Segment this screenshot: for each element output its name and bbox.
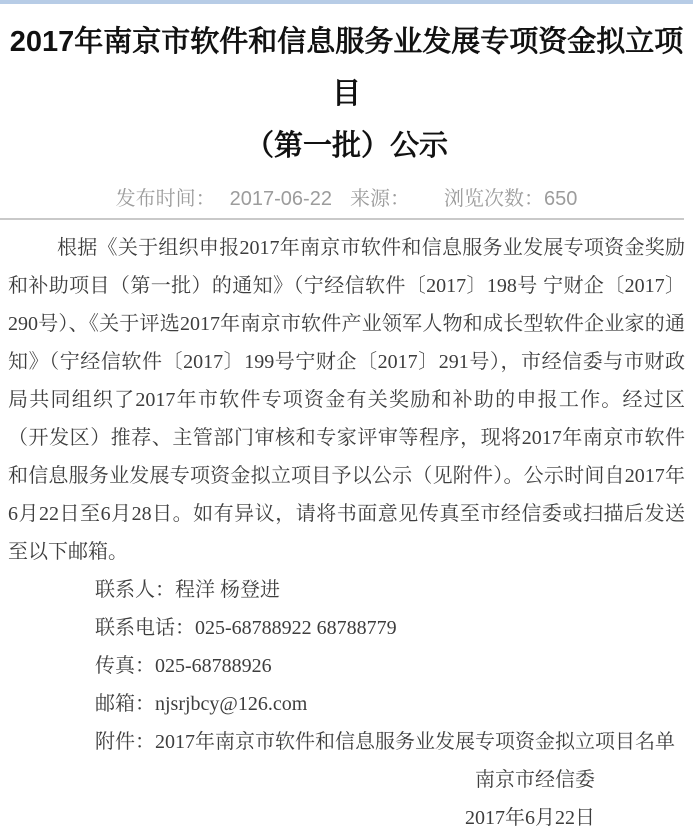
attachment-line: 附件：2017年南京市软件和信息服务业发展专项资金拟立项目名单 [95,731,675,753]
title-line2: （第一批）公示 [244,130,448,162]
signature-org: 南京市经信委 [475,769,595,791]
title-line1-text: 年南京市软件和信息服务业发展专项资金拟立项目 [74,26,684,110]
views-count: 650 [543,188,578,210]
title-line1 [10,26,684,110]
contact-person-line: 联系人：程洋 杨登进 [95,579,280,601]
publish-time-label: 发布时间： [115,188,216,210]
views-label: 浏览次数： [443,188,544,210]
contact-phone-line: 联系电话：025-68788922 68788779 [95,617,397,639]
signature-block [0,761,693,837]
header-divider [0,218,684,220]
contact-fax-line: 传真：025-68788926 [95,655,272,677]
lead-paragraph: 根据《关于组织申报2017年南京市软件和信息服务业发展专项资金奖励和补助项目（第一批）的通知》（宁经信软件〔2017〕198号 宁财企〔2017〕290号）、《关于评选2017年南京市软件产业领军人物和成长型软件企业家的通知》（宁经信软件〔2017〕199号宁财企〔2017〕291号），市经信委与市财政局共同组织了2017年市软件专项资金有关奖励和补助的申报工作。经过区（开发区）推荐、主管部门审核和专家评审等程序，现将2017年南京市软件和信息服务业发展专项资金拟立项目予以公示（见附件）。公示时间自2017年6月22日至6月28日。如有异议，请将书面意见传真至市经信委或扫描后发送至以下邮箱。 [8,237,685,563]
contact-email-line: 邮箱：njsrjbcy@126.com [95,693,308,715]
source-label: 来源： [349,188,410,210]
page-title [0,4,693,172]
meta-row [0,182,693,211]
article-body [0,229,693,761]
signature-date: 2017年6月22日 [465,807,595,829]
publish-date-value: 2017-06-22 [229,188,332,210]
title-year: 2017 [9,26,75,58]
